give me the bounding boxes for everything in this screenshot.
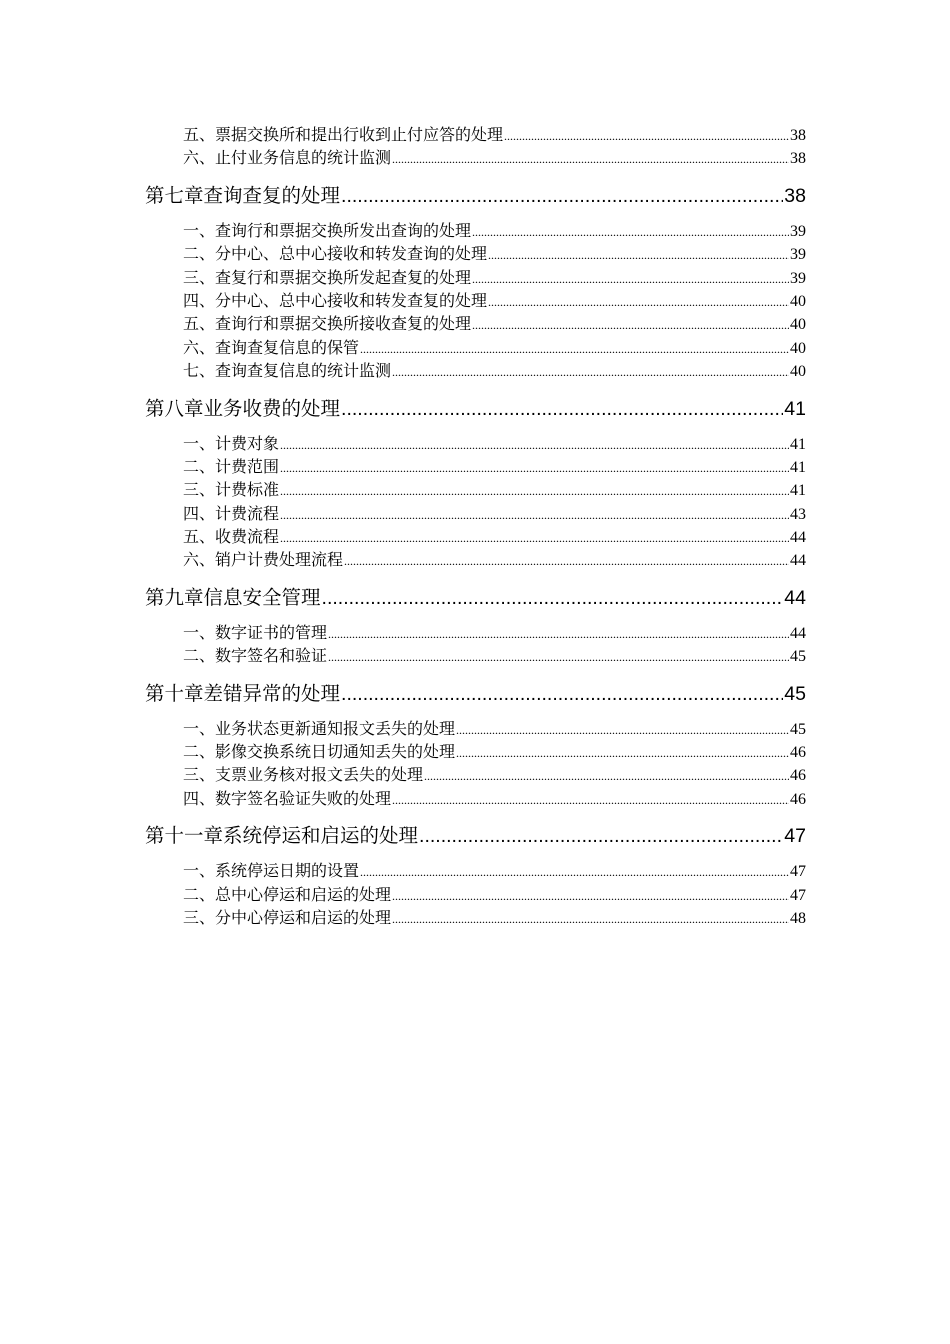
toc-section-label: 二、总中心停运和启运的处理 <box>183 886 392 904</box>
toc-page-number: 39 <box>790 222 806 240</box>
toc-chapter-title: 差错异常的处理 <box>203 681 341 705</box>
toc-dot-leader <box>322 585 784 611</box>
toc-chapter-title: 业务收费的处理 <box>203 396 341 420</box>
toc-dot-leader <box>419 823 783 849</box>
toc-section-entry[interactable] <box>145 860 806 883</box>
toc-section-label: 二、计费范围 <box>183 458 280 476</box>
toc-section-label: 三、支票业务核对报文丢失的处理 <box>183 767 424 785</box>
toc-section-label: 四、数字签名验证失败的处理 <box>183 790 392 808</box>
toc-dot-leader <box>280 503 789 527</box>
toc-dot-leader <box>280 479 789 503</box>
toc-chapter-number: 第八章 <box>145 396 204 420</box>
toc-page-number: 46 <box>790 767 806 785</box>
toc-page-number: 45 <box>790 720 806 738</box>
toc-section-entry[interactable] <box>145 267 806 290</box>
toc-dot-leader <box>341 183 783 209</box>
toc-chapter-entry[interactable] <box>145 823 806 849</box>
toc-dot-leader <box>392 788 789 812</box>
toc-dot-leader <box>392 884 789 908</box>
toc-section-entry[interactable] <box>145 718 806 741</box>
toc-dot-leader <box>341 681 783 707</box>
toc-dot-leader <box>392 907 789 931</box>
toc-dot-leader <box>328 622 789 646</box>
toc-page-number: 38 <box>790 127 806 144</box>
toc-page-number: 43 <box>790 505 806 523</box>
toc-page-number: 40 <box>790 339 806 357</box>
toc-chapter-number: 第九章 <box>145 585 204 609</box>
toc-section-label: 三、分中心停运和启运的处理 <box>183 909 392 927</box>
toc-page-number: 47 <box>784 825 806 848</box>
toc-chapter-entry[interactable] <box>145 585 806 611</box>
toc-page-number: 44 <box>784 586 806 609</box>
toc-page-number: 47 <box>790 886 806 904</box>
toc-section-entry[interactable] <box>145 433 806 456</box>
toc-chapter-number: 第十章 <box>145 681 204 705</box>
toc-dot-leader <box>341 396 783 422</box>
toc-section-label: 三、计费标准 <box>183 482 280 500</box>
toc-chapter-title: 系统停运和启运的处理 <box>223 824 419 848</box>
toc-section-label: 一、计费对象 <box>183 435 280 453</box>
toc-section-label: 二、数字签名和验证 <box>183 648 328 666</box>
toc-section-label: 七、查询查复信息的统计监测 <box>183 363 392 381</box>
toc-section-entry[interactable] <box>145 313 806 336</box>
toc-dot-leader <box>424 764 789 788</box>
toc-page-number: 40 <box>790 292 806 310</box>
toc-chapter-number: 第十一章 <box>145 824 224 848</box>
toc-section-label: 五、收费流程 <box>183 529 280 547</box>
toc-dot-leader <box>392 147 789 171</box>
toc-section-label: 二、分中心、总中心接收和转发查询的处理 <box>183 246 488 264</box>
toc-section-entry[interactable] <box>145 884 806 907</box>
toc-page-number: 41 <box>790 482 806 500</box>
toc-chapter-entry[interactable] <box>145 183 806 209</box>
toc-dot-leader <box>280 526 789 550</box>
toc-page-number: 44 <box>790 529 806 547</box>
toc-dot-leader <box>488 290 789 314</box>
toc-dot-leader <box>392 360 789 384</box>
toc-chapter-entry[interactable] <box>145 396 806 422</box>
toc-dot-leader <box>504 124 789 148</box>
toc-section-label: 五、票据交换所和提出行收到止付应答的处理 <box>183 127 504 144</box>
toc-page-number: 44 <box>790 624 806 642</box>
toc-section-entry[interactable] <box>145 503 806 526</box>
toc-section-entry[interactable] <box>145 645 806 668</box>
toc-chapter-entry[interactable] <box>145 681 806 707</box>
toc-page-number: 46 <box>790 790 806 808</box>
toc-section-label: 四、计费流程 <box>183 505 280 523</box>
toc-page-number: 47 <box>790 863 806 881</box>
toc-page-number: 41 <box>790 458 806 476</box>
toc-section-label: 一、数字证书的管理 <box>183 624 328 642</box>
toc-page-number: 39 <box>790 269 806 287</box>
toc-page-number: 48 <box>790 909 806 927</box>
toc-chapter-title: 信息安全管理 <box>203 585 321 609</box>
toc-section-label: 三、查复行和票据交换所发起查复的处理 <box>183 269 472 287</box>
toc-section-label: 二、影像交换系统日切通知丢失的处理 <box>183 744 456 762</box>
toc-dot-leader <box>456 718 789 742</box>
toc-chapter-title: 查询查复的处理 <box>203 183 341 207</box>
toc-dot-leader <box>456 741 789 765</box>
toc-page-number: 38 <box>784 184 806 207</box>
toc-dot-leader <box>280 456 789 480</box>
toc-page-number: 45 <box>784 682 806 705</box>
toc-dot-leader <box>488 243 789 267</box>
toc-section-entry[interactable] <box>145 456 806 479</box>
toc-page-number: 44 <box>790 552 806 570</box>
toc-page-number: 41 <box>790 435 806 453</box>
toc-section-label: 四、分中心、总中心接收和转发查复的处理 <box>183 292 488 310</box>
toc-page-number: 41 <box>784 397 806 420</box>
toc-page-number: 40 <box>790 316 806 334</box>
toc-dot-leader <box>360 860 789 884</box>
toc-section-label: 六、销户计费处理流程 <box>183 552 344 570</box>
toc-chapter-number: 第七章 <box>145 183 204 207</box>
toc-dot-leader <box>328 645 789 669</box>
toc-page-number: 46 <box>790 744 806 762</box>
toc-section-label: 一、业务状态更新通知报文丢失的处理 <box>183 720 456 738</box>
toc-section-label: 六、查询查复信息的保管 <box>183 339 360 357</box>
toc-section-entry[interactable] <box>145 147 806 170</box>
toc-section-entry[interactable] <box>145 622 806 645</box>
toc-page-number: 39 <box>790 246 806 264</box>
toc-section-label: 一、系统停运日期的设置 <box>183 863 360 881</box>
toc-page-number: 38 <box>790 150 806 168</box>
toc-section-entry[interactable] <box>145 243 806 266</box>
toc-section-entry[interactable] <box>145 907 806 930</box>
toc-section-label: 一、查询行和票据交换所发出查询的处理 <box>183 222 472 240</box>
toc-section-entry[interactable] <box>145 549 806 572</box>
toc-section-entry[interactable] <box>145 360 806 383</box>
toc-section-entry[interactable] <box>145 479 806 502</box>
toc-section-entry[interactable] <box>145 741 806 764</box>
toc-section-label: 六、止付业务信息的统计监测 <box>183 150 392 168</box>
toc-section-entry[interactable] <box>145 337 806 360</box>
toc-dot-leader <box>280 433 789 457</box>
toc-dot-leader <box>472 267 789 291</box>
toc-section-entry[interactable] <box>145 788 806 811</box>
table-of-contents <box>145 124 806 930</box>
toc-page-number: 45 <box>790 648 806 666</box>
toc-dot-leader <box>472 220 789 244</box>
toc-dot-leader <box>360 337 789 361</box>
toc-page-number: 40 <box>790 363 806 381</box>
toc-section-entry[interactable] <box>145 764 806 787</box>
toc-section-label: 五、查询行和票据交换所接收查复的处理 <box>183 316 472 334</box>
toc-section-entry[interactable] <box>145 220 806 243</box>
toc-section-entry[interactable] <box>145 526 806 549</box>
toc-dot-leader <box>344 549 789 573</box>
toc-section-entry[interactable] <box>145 124 806 147</box>
toc-dot-leader <box>472 313 789 337</box>
toc-section-entry[interactable] <box>145 290 806 313</box>
